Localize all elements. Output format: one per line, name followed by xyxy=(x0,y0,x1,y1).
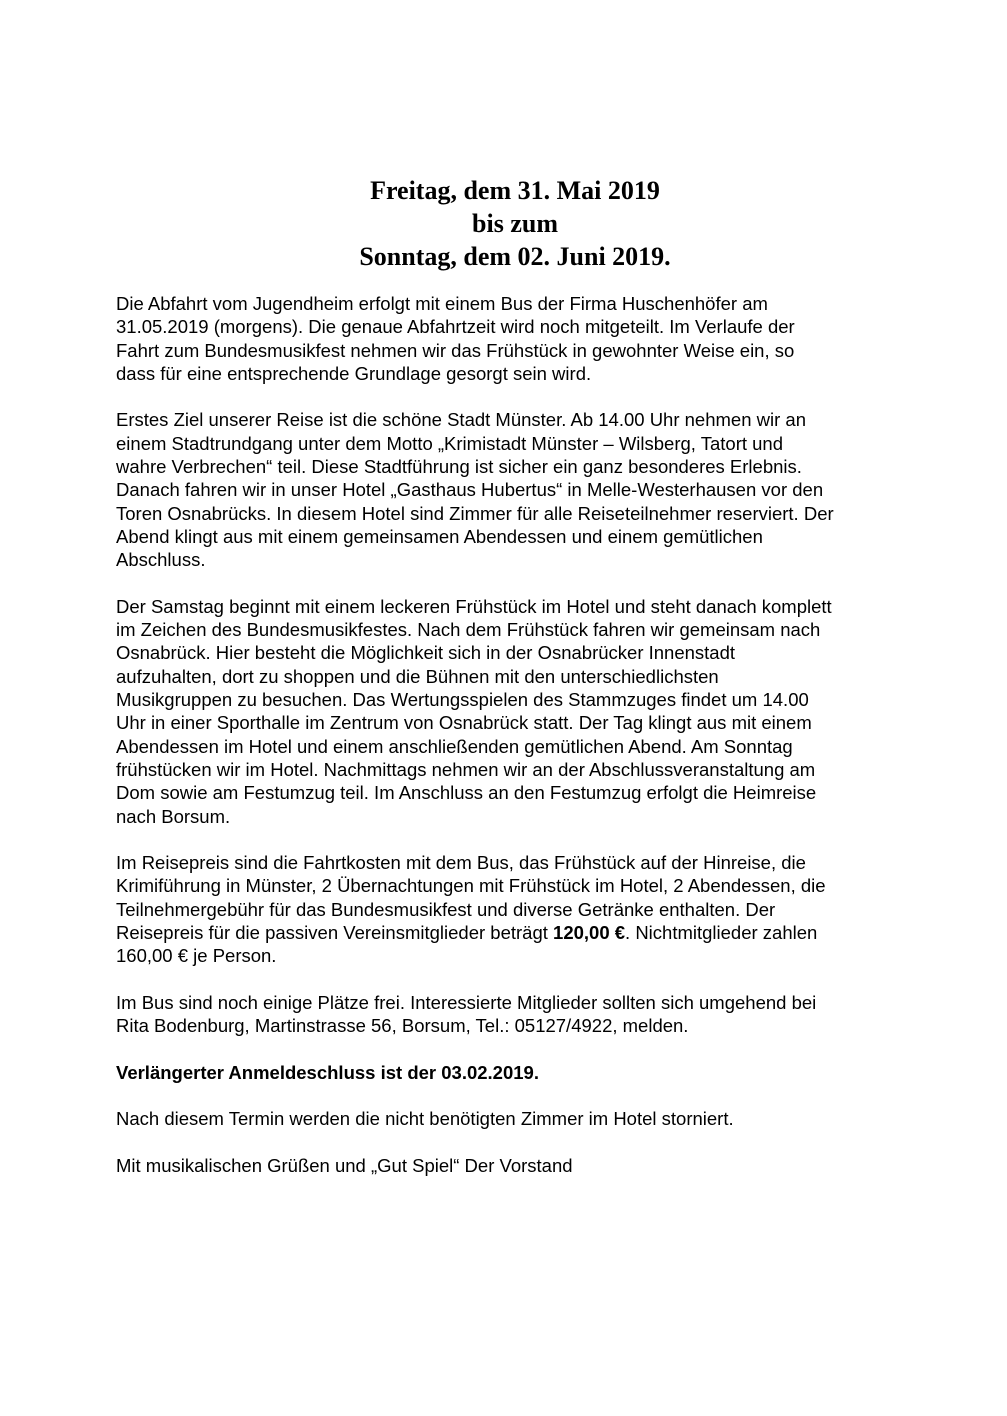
text-line: Dom sowie am Festumzug teil. Im Anschluss an den Festumzug erfolgt die Heimreise xyxy=(116,782,817,804)
closing-signature: Mit musikalischen Grüßen und „Gut Spiel“ Der Vorstand xyxy=(116,1154,573,1176)
text-line: Toren Osnabrücks. In diesem Hotel sind Zimmer für alle Reiseteilnehmer reserviert. Der xyxy=(116,502,834,524)
text-line: wahre Verbrechen“ teil. Diese Stadtführung ist sicher ein ganz besonderes Erlebnis. xyxy=(116,456,802,478)
text-line: Die Abfahrt vom Jugendheim erfolgt mit einem Bus der Firma Huschenhöfer am xyxy=(116,293,768,314)
text-line: aufzuhalten, dort zu shoppen und die Bühnen mit den unterschiedlichsten xyxy=(116,665,719,687)
text-line: Abendessen im Hotel und einem anschließenden gemütlichen Abend. Am Sonntag xyxy=(116,735,793,757)
document-body xyxy=(116,292,916,1201)
text-line: Uhr in einer Sporthalle im Zentrum von Osnabrück statt. Der Tag klingt aus mit einem xyxy=(116,712,812,734)
member-price: 120,00 € xyxy=(553,922,626,944)
text-line: Osnabrück. Hier besteht die Möglichkeit sich in der Osnabrücker Innenstadt xyxy=(116,642,736,664)
text-line: Abend klingt aus mit einem gemeinsamen Abendessen und einem gemütlichen xyxy=(116,525,763,547)
text-line: Musikgruppen zu besuchen. Das Wertungsspielen des Stammzuges findet um 14.00 xyxy=(116,689,809,711)
paragraph-price xyxy=(116,851,916,967)
price-text-before: Reisepreis für die passiven Vereinsmitglieder beträgt xyxy=(116,922,554,944)
cancellation-note: Nach diesem Termin werden die nicht benötigten Zimmer im Hotel storniert. xyxy=(116,1108,734,1130)
price-text-after: . Nichtmitglieder zahlen xyxy=(625,922,818,944)
text-line: nach Borsum. xyxy=(116,805,231,827)
text-line: Im Bus sind noch einige Plätze frei. Interessierte Mitglieder sollten sich umgehend bei xyxy=(116,991,817,1013)
paragraph-saturday-sunday xyxy=(116,595,916,828)
heading-line-end-date: Sonntag, dem 02. Juni 2019. xyxy=(359,242,671,271)
text-line: Teilnehmergebühr für das Bundesmusikfest und diverse Getränke enthalten. Der xyxy=(116,898,776,920)
heading-line-start-date: Freitag, dem 31. Mai 2019 xyxy=(370,176,660,205)
text-line: Abschluss. xyxy=(116,549,206,571)
text-line: Rita Bodenburg, Martinstrasse 56, Borsum, Tel.: 05127/4922, melden. xyxy=(116,1015,689,1037)
paragraph-contact xyxy=(116,991,916,1038)
document-heading xyxy=(0,174,1007,273)
heading-line-until: bis zum xyxy=(472,209,558,238)
text-line: frühstücken wir im Hotel. Nachmittags nehmen wir an der Abschlussveranstaltung am xyxy=(116,758,816,780)
paragraph-muenster xyxy=(116,408,916,571)
paragraph-departure xyxy=(116,292,916,385)
text-line: Danach fahren wir in unser Hotel „Gasthaus Hubertus“ in Melle-Westerhausen vor den xyxy=(116,479,824,501)
text-line: einem Stadtrundgang unter dem Motto „Krimistadt Münster – Wilsberg, Tatort und xyxy=(116,432,784,454)
text-line: im Zeichen des Bundesmusikfestes. Nach dem Frühstück fahren wir gemeinsam nach xyxy=(116,619,821,641)
text-line xyxy=(116,921,916,944)
text-line: Der Samstag beginnt mit einem leckeren Frühstück im Hotel und steht danach komplett xyxy=(116,595,832,617)
text-line: Krimiführung in Münster, 2 Übernachtungen mit Frühstück im Hotel, 2 Abendessen, die xyxy=(116,875,826,897)
registration-deadline: Verlängerter Anmeldeschluss ist der 03.02.2019. xyxy=(116,1061,539,1083)
text-line: Erstes Ziel unserer Reise ist die schöne Stadt Münster. Ab 14.00 Uhr nehmen wir an xyxy=(116,409,806,431)
text-line: dass für eine entsprechende Grundlage gesorgt sein wird. xyxy=(116,362,592,384)
text-line: Im Reisepreis sind die Fahrtkosten mit dem Bus, das Frühstück auf der Hinreise, die xyxy=(116,852,806,874)
text-line: Fahrt zum Bundesmusikfest nehmen wir das Frühstück in gewohnter Weise ein, so xyxy=(116,339,795,361)
text-line: 160,00 € je Person. xyxy=(116,945,277,967)
text-line: 31.05.2019 (morgens). Die genaue Abfahrtzeit wird noch mitgeteilt. Im Verlaufe der xyxy=(116,316,795,338)
